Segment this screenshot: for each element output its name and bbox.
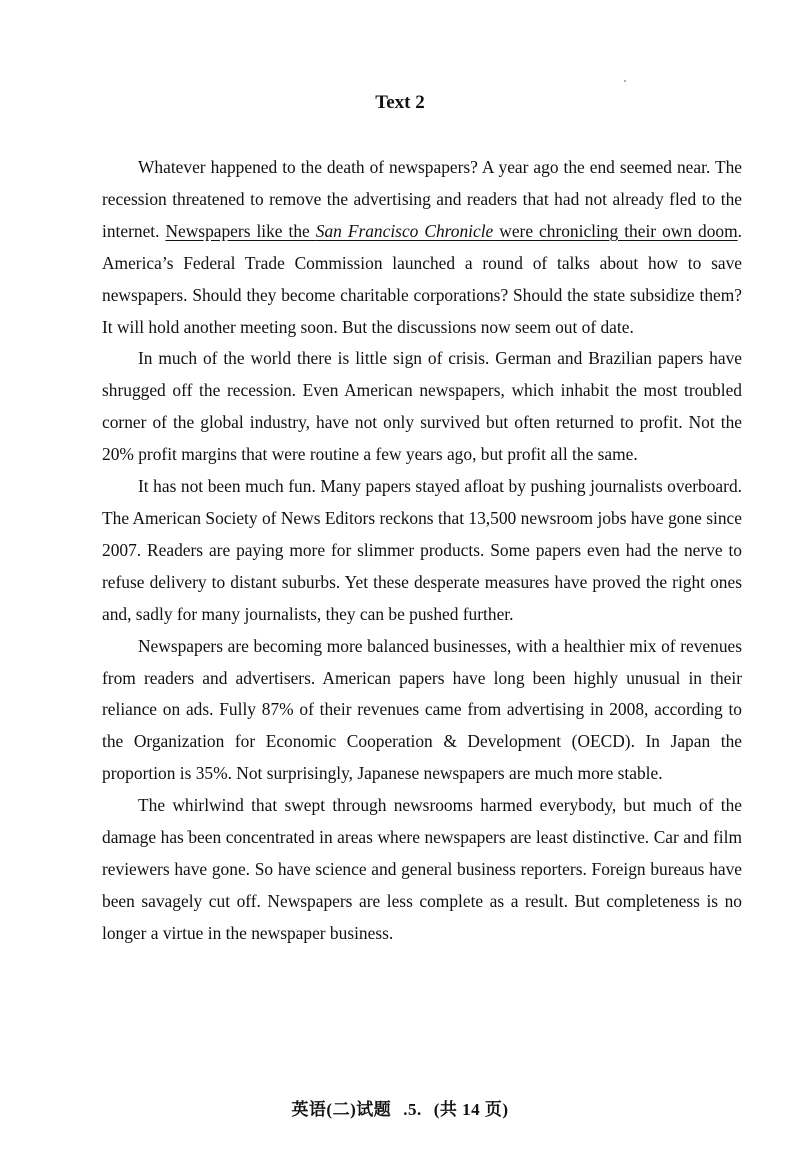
- newspaper-name: San Francisco Chronicle: [315, 220, 494, 241]
- p1-underline-a: Newspapers like the: [165, 220, 316, 241]
- paragraph-1: [102, 152, 742, 343]
- paragraph-3: It has not been much fun. Many papers stayed afloat by pushing journalists overboard. The American Society of News Editors reckons that 13,500 newsroom jobs have gone since 2007. Readers are paying more for slimmer products. Some papers even had the nerve to refuse delivery to distant suburbs. Yet these desperate measures have proved the right ones and, sadly for many journalists, they can be pushed further.: [102, 476, 742, 624]
- page-total: (共 14 页): [433, 1100, 509, 1119]
- paragraph-5: The whirlwind that swept through newsrooms harmed everybody, but much of the damage has been concentrated in areas where newspapers are least distinctive. Car and film reviewers have gone. So have science and general business reporters. Foreign bureaus have been savagely cut off. Newspapers are less complete as a result. But completeness is no longer a virtue in the newspaper business.: [102, 795, 742, 943]
- passage: [102, 152, 742, 950]
- page-number: .5.: [403, 1100, 422, 1119]
- page-footer: [0, 1095, 800, 1120]
- exam-label: 英语(二)试题: [291, 1100, 392, 1119]
- p1-text-start: Whatever happened to the death of newspapers? A year ago the end seemed near. The recession threatened to remove the advertising and readers that had not already fled to the internet.: [102, 157, 742, 241]
- paragraph-4: Newspapers are becoming more balanced businesses, with a healthier mix of revenues from readers and advertisers. American papers have long been highly unusual in their reliance on ads. Fully 87% of their revenues came from advertising in 2008, according to the Organization for Economic Cooperation & Development (OECD). In Japan the proportion is 35%. Not surprisingly, Japanese newspapers are much more stable.: [102, 635, 742, 784]
- scan-speck: [624, 80, 626, 82]
- paragraph-2: In much of the world there is little sign of crisis. German and Brazilian papers have shrugged off the recession. Even American newspapers, which inhabit the most troubled corner of the global industry, have not only survived but often returned to profit. Not the 20% profit margins that were routine a few years ago, but profit all the same.: [102, 348, 742, 465]
- p1-text-end: . America’s Federal Trade Commission launched a round of talks about how to save newspapers. Should they become charitable corporations? Should the state subsidize them? It will hold another meeting soon. But the discussions now seem out of date.: [102, 220, 742, 337]
- p1-underline-b: were chronicling their own doom: [493, 220, 738, 241]
- underlined-sentence: [165, 221, 737, 241]
- section-title: Text 2: [375, 92, 425, 113]
